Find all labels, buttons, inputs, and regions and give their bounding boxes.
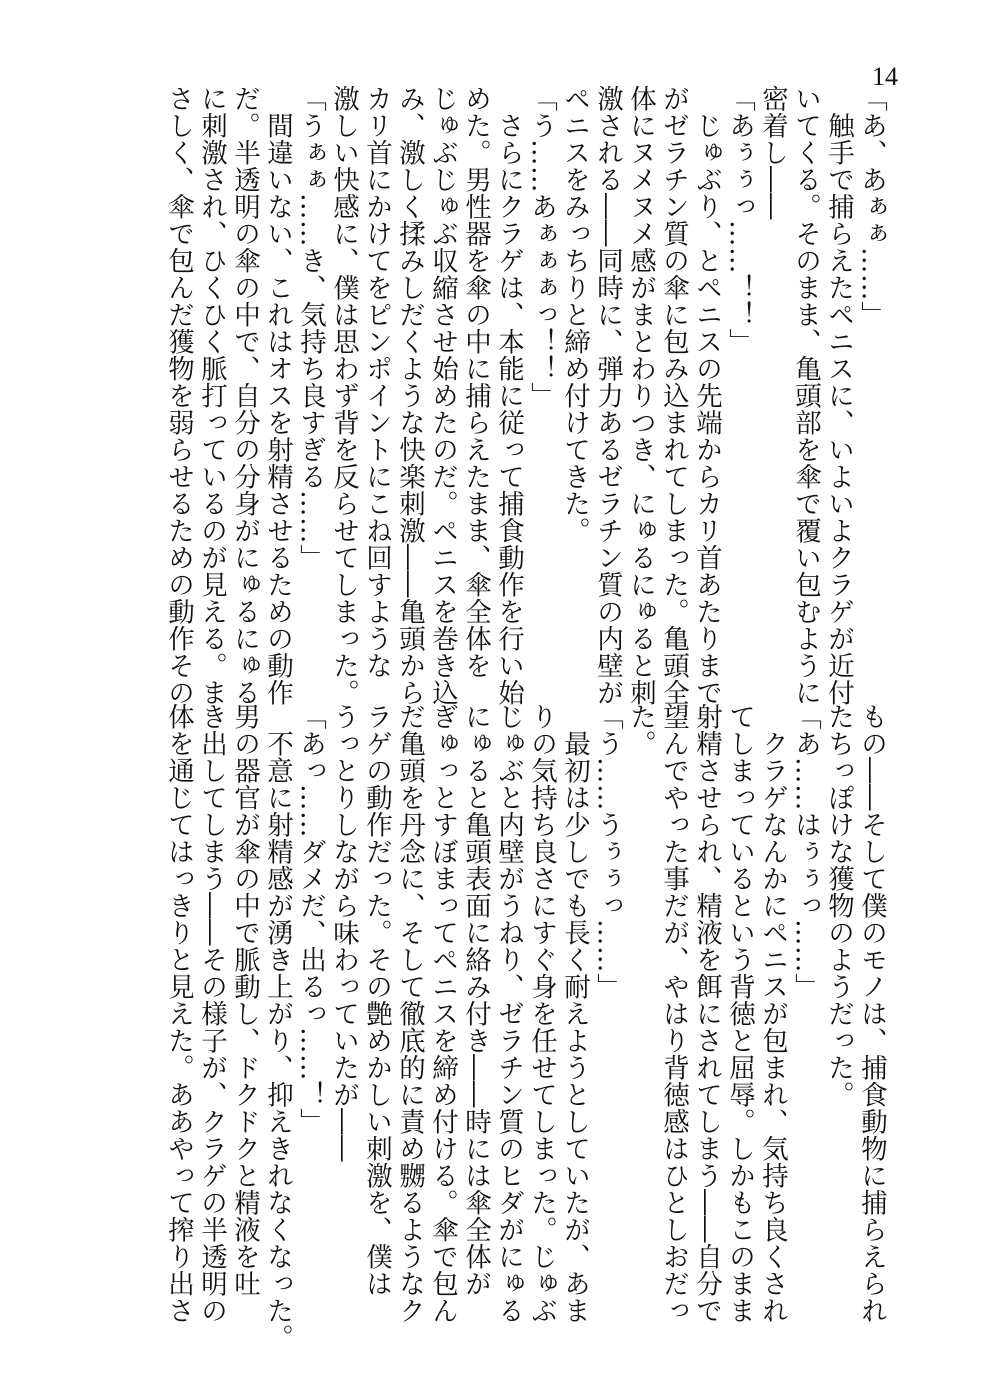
text-line: じゅぶり、とペニスの先端からカリ首あたりまで: [691, 85, 722, 706]
text-line: もの――そして僕のモノは、捕食動物に捕らえられ: [856, 703, 887, 1324]
text-line: 「うぁぁ……き、気持ち良すぎる……」: [295, 85, 326, 571]
text-line: 触手で捕らえたペニスに、いよいよクラゲが近付: [823, 85, 854, 706]
text-line: に刺激され、ひくひく脈打っているのが見える。ま: [196, 85, 227, 706]
text-line: 望んでやった事だが、やはり背徳感はひとしおだっ: [658, 703, 689, 1324]
text-line: カリ首にかけてをピンポイントにこね回すような: [361, 85, 392, 679]
text-line: き出してしまう――その様子が、クラゲの半透明の: [196, 703, 227, 1324]
text-line: 不意に射精感が湧き上がり、抑えきれなくなった。: [262, 703, 293, 1351]
text-line: じゅぶじゅぶ収縮させ始めたのだ。ペニスを巻き込: [427, 85, 458, 706]
text-line: 体にヌメヌメ感がまとわりつき、にゅるにゅると刺: [625, 85, 656, 706]
text-line: た。: [625, 703, 656, 757]
text-line: 「あぅぅっ……！！」: [724, 85, 755, 355]
text-line: だ亀頭を丹念に、そして徹底的に責め嬲るようなク: [394, 703, 425, 1324]
text-line: 「あっ……ダメだ、出るっ……！」: [295, 703, 326, 1135]
page-number: 14: [872, 62, 898, 91]
text-line: さらにクラゲは、本能に従って捕食動作を行い始: [493, 85, 524, 706]
text-line: がゼラチン質の傘に包み込まれてしまった。亀頭全: [658, 85, 689, 706]
text-line: たちっぽけな獲物のようだった。: [823, 703, 854, 1108]
text-line: りの気持ち良さにすぐ身を任せてしまった。じゅぶ: [526, 703, 557, 1324]
text-line: 「う……あぁぁぁっ！！」: [526, 85, 557, 409]
text-line: 最初は少しでも長く耐えようとしていたが、あま: [559, 703, 590, 1324]
text-line: うっとりしながら味わっていたが――: [328, 703, 359, 1162]
text-line: めた。男性器を傘の中に捕らえたまま、傘全体を: [460, 85, 491, 679]
text-line: 激しい快感に、僕は思わず背を反らせてしまった。: [328, 85, 359, 706]
text-line: てしまっているという背徳と屈辱。しかもこのまま: [724, 703, 755, 1324]
text-line: クラゲなんかにペニスが包まれ、気持ち良くされ: [757, 703, 788, 1324]
text-line: 激される――同時に、弾力あるゼラチン質の内壁が: [592, 85, 623, 706]
text-line: み、激しく揉みしだくような快楽刺激――亀頭から: [394, 85, 425, 706]
text-line: じゅぶと内壁がうねり、ゼラチン質のヒダがにゅる: [493, 703, 524, 1324]
text-block-bottom: [162, 703, 888, 1351]
text-line: 「あ、あぁぁ……」: [856, 85, 887, 328]
text-line: ぎゅっとすぼまってペニスを締め付ける。傘で包ん: [427, 703, 458, 1324]
text-line: 体を通じてはっきりと見えた。ああやって搾り出さ: [163, 703, 194, 1324]
text-line: 「あ……はぅぅっ……」: [790, 703, 821, 1000]
text-line: ペニスをみっちりと締め付けてきた。: [559, 85, 590, 544]
text-block-top: [162, 85, 888, 706]
text-line: 男の器官が傘の中で脈動し、ドクドクと精液を吐: [229, 703, 260, 1297]
text-line: 密着し――: [757, 85, 788, 220]
text-line: いてくる。そのまま、亀頭部を傘で覆い包むように: [790, 85, 821, 706]
text-line: だ。半透明の傘の中で、自分の分身がにゅるにゅる: [229, 85, 260, 706]
text-line: にゅると亀頭表面に絡み付き――時には傘全体が: [460, 703, 491, 1297]
text-line: 射精させられ、精液を餌にされてしまう――自分で: [691, 703, 722, 1324]
text-line: 間違いない、これはオスを射精させるための動作: [262, 85, 293, 706]
text-line: さしく、傘で包んだ獲物を弱らせるための動作その: [163, 85, 194, 706]
text-line: 「う……うぅぅっ……」: [592, 703, 623, 1000]
text-line: ラゲの動作だった。その艶めかしい刺激を、僕は: [361, 703, 392, 1297]
